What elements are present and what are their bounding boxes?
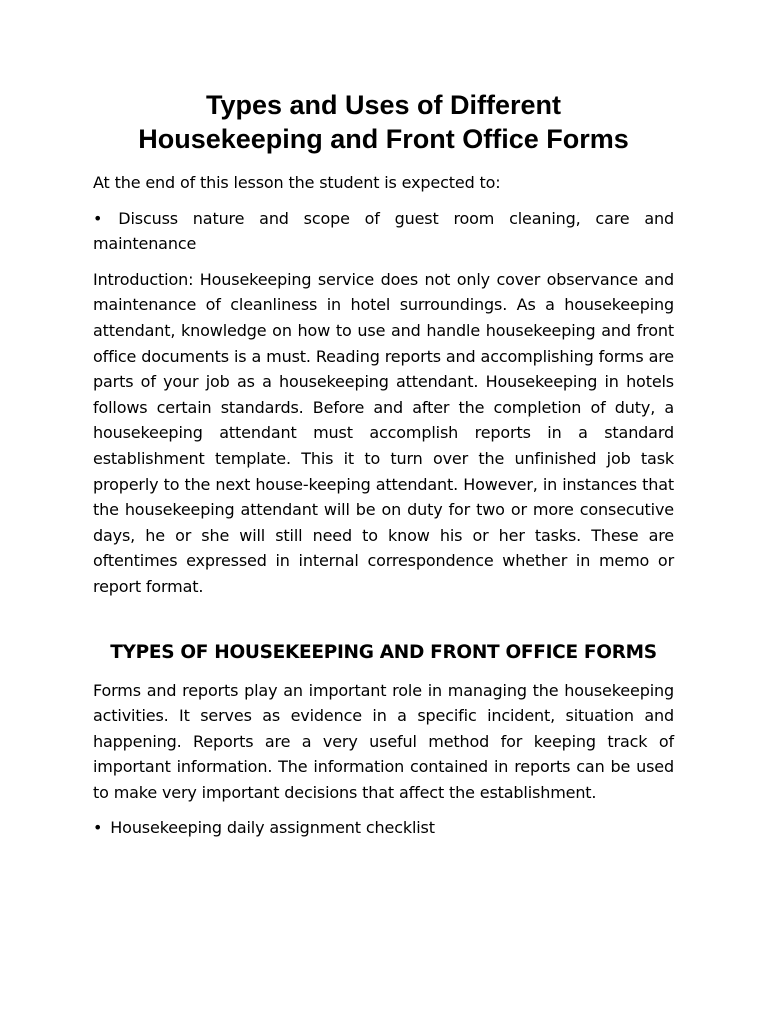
forms-list-item [93,815,674,841]
forms-item-text: Housekeeping daily assignment checklist [110,818,435,838]
bullet-icon: • [93,208,103,228]
objective-item-text: Discuss nature and scope of guest room cleaning, care and maintenance [93,208,674,254]
document-page [93,88,674,841]
objective-lead: At the end of this lesson the student is expected to: [93,173,501,192]
forms-paragraph: Forms and reports play an important role in managing the housekeeping activities. It serves as evidence in a specific incident, situation and happening. Reports are a very useful method for keeping track of important information. The information contained in reports can be used to make very important decisions that affect the establishment. [93,680,674,802]
objective-list-item [93,206,674,257]
bullet-icon: • [93,818,103,838]
document-title [73,88,694,156]
intro-paragraph: Introduction: Housekeeping service does not only cover observance and maintenance of cleanliness in hotel surroundings. As a housekeeping attendant, knowledge on how to use and handle housekeeping and front office documents is a must. Reading reports and accomplishing forms are parts of your job as a housekeeping attendant. Housekeeping in hotels follows certain standards. Before and after the completion of duty, a housekeeping attendant must accomplish reports in a standard establishment template. This it to turn over the unfinished job task properly to the next house-keeping attendant. However, in instances that the housekeeping attendant will be on duty for two or more consecutive days, he or she will still need to know his or her tasks. These are oftentimes expressed in internal correspondence whether in memo or report format. [93,269,674,596]
title-line-2: Housekeeping and Front Office Forms [138,124,629,154]
section-heading: TYPES OF HOUSEKEEPING AND FRONT OFFICE FORMS [110,641,657,663]
title-line-1: Types and Uses of Different [205,90,562,120]
